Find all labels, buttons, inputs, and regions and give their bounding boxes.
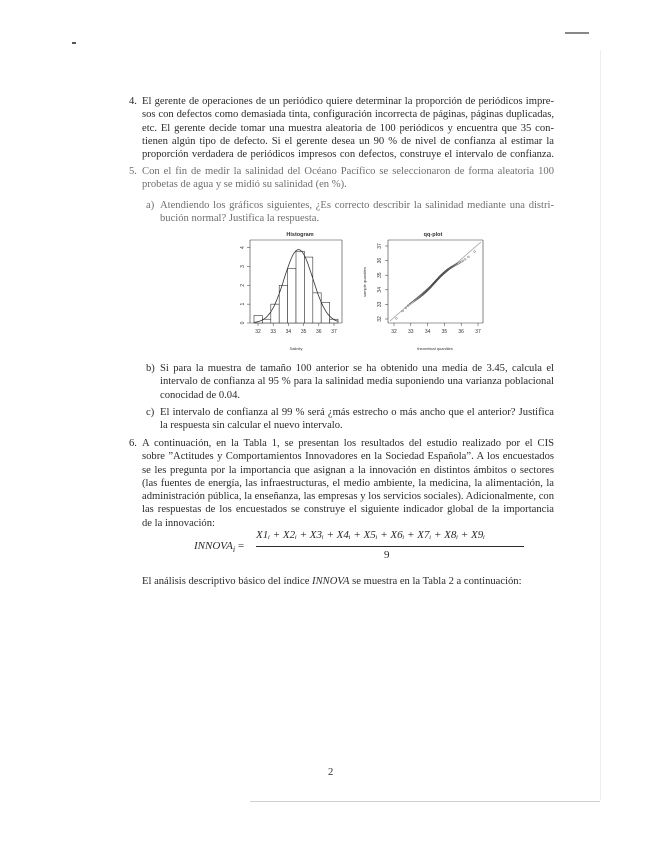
x-tick-label: 35	[441, 329, 448, 335]
histogram-bar	[271, 304, 279, 323]
x-tick-label: 32	[391, 329, 397, 335]
question-4	[129, 95, 554, 161]
subquestion-text	[160, 406, 554, 433]
formula-lhs: $INNOVA_i$ =	[194, 540, 245, 555]
histogram-y-ticks	[240, 246, 250, 324]
question-text	[142, 437, 554, 530]
charts-figure	[238, 226, 498, 356]
question-number: 4.	[129, 96, 137, 107]
histogram-title: Histogram	[286, 232, 314, 238]
innova-formula	[194, 529, 524, 569]
qqplot-y-label: sample quantiles	[362, 266, 367, 298]
subquestion-label: a)	[146, 200, 155, 211]
text-line: bución normal? Justifica la respuesta.	[160, 213, 320, 225]
qqplot-point	[462, 260, 464, 262]
text-line: (las fuentes de energía, las infraestructuras, el medio ambiente, la medicina, la alimentación, la	[142, 477, 554, 489]
text-line: Con el fin de medir la salinidad del Océano Pacífico se seleccionaron de forma aleatoria 100	[142, 166, 554, 177]
closing-sentence: El análisis descriptivo básico del índice INNOVA se muestra en la Tabla 2 a continuación:	[142, 576, 522, 587]
y-tick-label: 1	[240, 302, 246, 306]
text-line: proporción verdadera de periódicos impresos con defectos, construye el intervalo de confianza.	[142, 149, 554, 161]
formula-numerator: X1ᵢ + X2ᵢ + X3ᵢ + X4ᵢ + X5ᵢ + X6ᵢ + X7ᵢ + X8ᵢ + X9ᵢ	[256, 529, 486, 541]
formula-denominator: 9	[384, 549, 390, 561]
scan-artifact	[565, 32, 589, 34]
text-line: se les pregunta por la importancia que asignan a la innovación en distintos ámbitos o sectores	[142, 464, 554, 476]
text-line: la respuesta sin calcular el nuevo intervalo.	[160, 420, 343, 432]
y-tick-label: 34	[377, 287, 383, 293]
qqplot-x-ticks	[391, 323, 481, 335]
text-line: sobre ”Actitudes y Comportamientos Innovadores en la Sociedad Española”. A los encuestados	[142, 451, 554, 463]
y-tick-label: 37	[377, 243, 383, 249]
y-tick-label: 33	[377, 301, 383, 308]
y-tick-label: 3	[240, 265, 246, 268]
question-number: 6.	[129, 438, 137, 449]
text-line: El gerente de operaciones de un periódico quiere determinar la proporción de periódicos impre-	[142, 96, 554, 107]
y-tick-label: 35	[377, 272, 383, 278]
qqplot-title: qq-plot	[423, 232, 443, 238]
text-line: probetas de agua y se midió su salinidad (en %).	[142, 179, 347, 191]
subquestion-text	[160, 199, 554, 226]
y-tick-label: 2	[240, 283, 246, 287]
subquestion-5c	[146, 406, 554, 433]
page-number: 2	[328, 767, 334, 778]
x-tick-label: 34	[424, 329, 431, 335]
question-text	[142, 95, 554, 161]
qqplot-points	[396, 251, 476, 320]
fraction-bar	[256, 546, 524, 547]
histogram-bar	[262, 319, 270, 323]
question-text	[142, 165, 554, 192]
histogram-bars	[254, 251, 338, 323]
x-tick-label: 36	[458, 329, 464, 335]
question-5	[129, 165, 554, 192]
qqplot-x-label: theoretical quantiles	[417, 346, 453, 351]
text-line: sos con defectos como demasiada tinta, configuración incorrecta de páginas, páginas duplicadas,	[142, 109, 554, 121]
page-bottom-edge	[250, 801, 600, 802]
text-line: Si para la muestra de tamaño 100 anterior se ha obtenido una media de 3.45, calcula el	[160, 363, 554, 374]
y-tick-label: 36	[377, 257, 383, 264]
subquestion-text	[160, 362, 554, 402]
qqplot-point	[396, 318, 398, 320]
qqplot-point	[468, 256, 470, 258]
x-tick-label: 35	[300, 329, 307, 335]
x-tick-label: 36	[316, 329, 322, 335]
question-number: 5.	[129, 166, 137, 177]
x-tick-label: 37	[475, 329, 481, 335]
question-6	[129, 437, 554, 530]
histogram-bar	[288, 268, 296, 323]
scan-artifact	[72, 42, 76, 44]
text-line: intervalo de confianza al 95 % para la salinidad media suponiendo una varianza poblacional	[160, 376, 554, 388]
histogram-x-ticks	[255, 323, 337, 335]
x-tick-label: 32	[255, 329, 261, 335]
text-line: El intervalo de confianza al 99 % será ¿más estrecho o más ancho que el anterior? Justifica	[160, 407, 554, 418]
page-edge	[600, 50, 601, 800]
text-line: conocidad de 0.04.	[160, 389, 241, 401]
text-line: de la innovación:	[142, 517, 215, 529]
qqplot-point	[474, 251, 476, 253]
subquestion-5b	[146, 362, 554, 402]
y-tick-label: 0	[240, 321, 246, 325]
text-line: tienen algún tipo de defecto. Si el gerente desea un 90 % de nivel de confianza al estimar la	[142, 135, 554, 147]
x-tick-label: 33	[270, 329, 276, 335]
text-line: Atendiendo los gráficos siguientes, ¿Es correcto describir la salinidad mediante una distri-	[160, 200, 554, 211]
text-line: etc. El gerente decide tomar una muestra aleatoria de 100 periódicos y encuentra que 35 con-	[142, 122, 554, 134]
subquestion-label: b)	[146, 363, 155, 374]
x-tick-label: 33	[408, 329, 414, 335]
text-line: las respuestas de los encuestados se construye el siguiente indicador global de la importancia	[142, 504, 554, 516]
text-line: A continuación, en la Tabla 1, se presentan los resultados del estudio realizado por el CIS	[142, 438, 554, 449]
text-line: administración pública, la enseñanza, las empresas y los servicios sociales). Adicionalmente, con	[142, 491, 554, 503]
qqplot-point	[464, 258, 466, 260]
x-tick-label: 34	[285, 329, 292, 335]
y-tick-label: 32	[377, 316, 383, 322]
x-tick-label: 37	[331, 329, 337, 335]
histogram-x-label: Salinity	[289, 346, 303, 351]
subquestion-5a	[146, 199, 554, 226]
histogram-bar	[313, 293, 321, 323]
subquestion-label: c)	[146, 407, 155, 418]
histogram-bar	[296, 251, 304, 323]
qqplot-y-ticks	[377, 243, 388, 322]
y-tick-label: 4	[240, 246, 246, 250]
qqplot-point	[460, 261, 462, 263]
